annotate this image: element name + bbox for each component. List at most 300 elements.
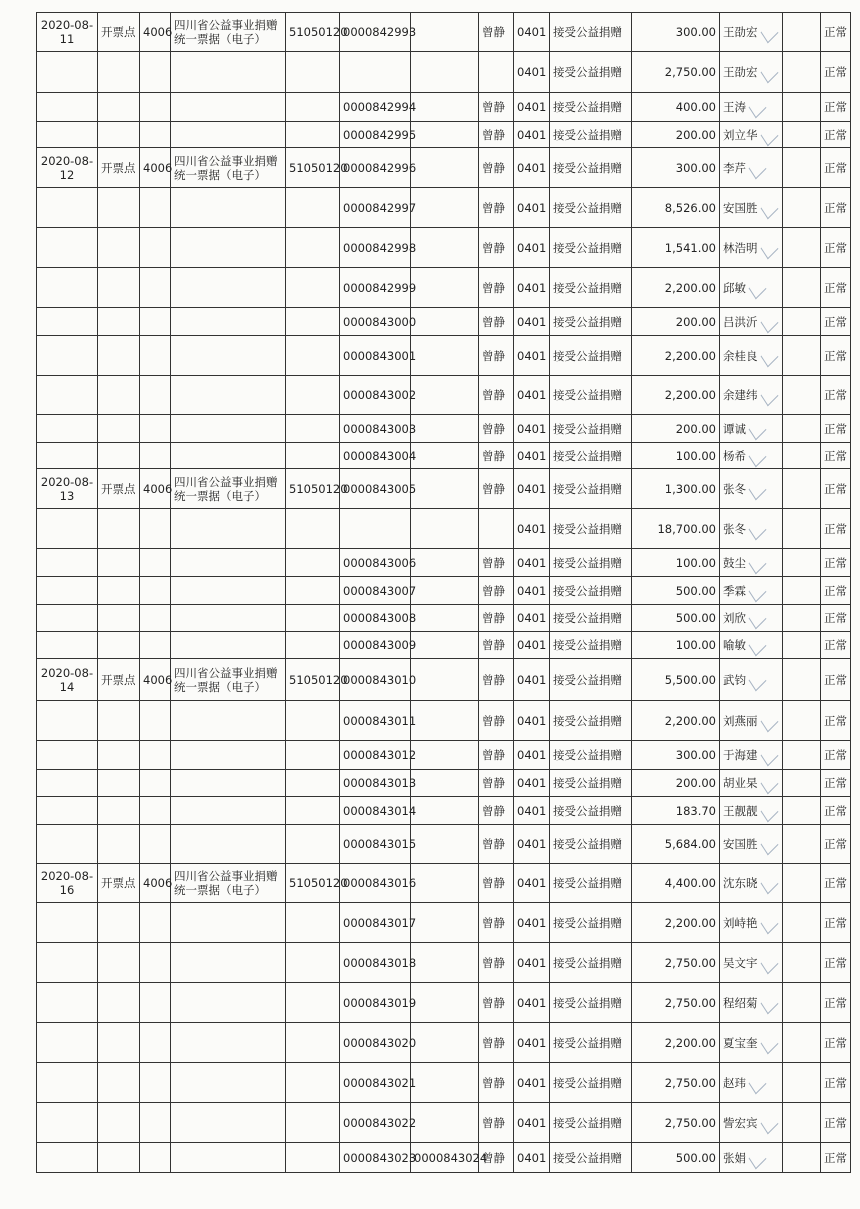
- point-cell: [98, 188, 140, 228]
- point-cell: [98, 1143, 140, 1173]
- checkmark-icon: [749, 478, 767, 500]
- date-cell: [37, 122, 98, 148]
- item-code-cell: [514, 1103, 550, 1143]
- receipt-no-cell: [340, 943, 417, 983]
- description-cell: [550, 770, 632, 797]
- region-cell: [286, 741, 340, 770]
- blank-cell: [783, 770, 821, 797]
- payer-text: 余桂良: [723, 348, 758, 363]
- type-cell: [171, 549, 286, 577]
- status-cell: [821, 825, 851, 864]
- payer-cell: [720, 943, 783, 983]
- region-cell: [286, 188, 340, 228]
- description-text: 接受公益捐赠: [553, 160, 622, 175]
- receipt-no-text: 0000843011: [343, 713, 417, 728]
- payer-cell: [720, 336, 783, 376]
- item-code-text: 0401: [517, 776, 547, 790]
- description-text: 接受公益捐赠: [553, 611, 622, 625]
- amount-cell: [632, 122, 720, 148]
- status-cell: [821, 228, 851, 268]
- receipt-no-cell: [340, 797, 417, 825]
- item-code-text: 0401: [517, 837, 547, 851]
- table-row: [37, 797, 851, 825]
- payer-cell: [720, 903, 783, 943]
- receipt-no-text: 0000843017: [343, 915, 417, 930]
- receipt-no-end-cell: [411, 376, 479, 415]
- table-row: [37, 336, 851, 376]
- amount-text: 100.00: [675, 638, 716, 652]
- payer-cell: [720, 1103, 783, 1143]
- point-text: 开票点: [101, 25, 136, 39]
- amount-text: 200.00: [675, 314, 716, 329]
- amount-cell: [632, 605, 720, 632]
- description-text: 接受公益捐赠: [553, 803, 622, 818]
- table-row: [37, 376, 851, 415]
- blank-cell: [783, 52, 821, 93]
- receipt-no-end-cell: [411, 148, 479, 188]
- point-text: 开票点: [101, 672, 136, 687]
- clerk-cell: [479, 308, 514, 336]
- item-code-text: 0401: [517, 955, 547, 970]
- checkmark-icon: [760, 912, 778, 934]
- type-cell: [171, 122, 286, 148]
- receipt-no-cell: [340, 415, 417, 443]
- point-cell: [98, 443, 140, 469]
- clerk-text: 曾静: [482, 481, 505, 496]
- item-code-cell: [514, 443, 550, 469]
- code-cell: [140, 1143, 171, 1173]
- clerk-text: 曾静: [482, 776, 505, 790]
- description-cell: [550, 983, 632, 1023]
- status-cell: [821, 797, 851, 825]
- payer-cell: [720, 1063, 783, 1103]
- amount-cell: [632, 469, 720, 509]
- description-cell: [550, 415, 632, 443]
- status-text: 正常: [824, 65, 847, 79]
- amount-text: 5,684.00: [664, 837, 716, 851]
- blank-cell: [783, 659, 821, 701]
- receipt-no-cell: [340, 632, 417, 659]
- checkmark-icon: [760, 773, 778, 795]
- amount-cell: [632, 797, 720, 825]
- item-code-text: 0401: [517, 915, 547, 930]
- clerk-cell: [479, 701, 514, 741]
- blank-cell: [783, 443, 821, 469]
- table-row: [37, 308, 851, 336]
- code-cell: [140, 701, 171, 741]
- receipt-no-text: 0000843007: [343, 583, 417, 598]
- type-cell: [171, 509, 286, 549]
- region-cell: [286, 1023, 340, 1063]
- amount-cell: [632, 308, 720, 336]
- status-cell: [821, 93, 851, 122]
- status-cell: [821, 1063, 851, 1103]
- item-code-cell: [514, 983, 550, 1023]
- item-code-text: 0401: [517, 481, 547, 496]
- region-cell: [286, 122, 340, 148]
- item-code-text: 0401: [517, 421, 547, 436]
- table-row: [37, 268, 851, 308]
- table-row: [37, 13, 851, 52]
- description-cell: [550, 864, 632, 903]
- description-text: 接受公益捐赠: [553, 776, 622, 790]
- amount-cell: [632, 864, 720, 903]
- clerk-cell: [479, 797, 514, 825]
- receipt-no-end-cell: [411, 864, 479, 903]
- item-code-cell: [514, 605, 550, 632]
- checkmark-icon: [749, 277, 767, 299]
- point-cell: [98, 577, 140, 605]
- payer-text: 訾宏宾: [723, 1115, 758, 1130]
- region-cell: [286, 336, 340, 376]
- checkmark-icon: [749, 1072, 767, 1094]
- description-cell: [550, 188, 632, 228]
- date-cell: [37, 943, 98, 983]
- receipt-no-end-cell: [411, 943, 479, 983]
- clerk-text: 曾静: [482, 1035, 505, 1050]
- item-code-text: 0401: [517, 713, 547, 728]
- code-cell: [140, 549, 171, 577]
- description-text: 接受公益捐赠: [553, 25, 622, 39]
- clerk-text: 曾静: [482, 876, 505, 890]
- table-row: [37, 903, 851, 943]
- type-cell: [171, 577, 286, 605]
- blank-cell: [783, 376, 821, 415]
- status-cell: [821, 52, 851, 93]
- payer-cell: [720, 632, 783, 659]
- point-cell: [98, 336, 140, 376]
- type-cell: [171, 903, 286, 943]
- receipt-no-text: 0000842995: [343, 127, 417, 142]
- point-cell: [98, 122, 140, 148]
- description-text: 接受公益捐赠: [553, 388, 622, 402]
- receipt-no-text: 0000843000: [343, 314, 417, 329]
- receipt-no-text: 0000843016: [343, 876, 417, 890]
- receipt-no-end-cell: [411, 983, 479, 1023]
- type-text: 四川省公益事业捐赠统一票据（电子）: [174, 665, 278, 694]
- amount-cell: [632, 701, 720, 741]
- point-cell: [98, 770, 140, 797]
- status-cell: [821, 605, 851, 632]
- payer-text: 谭诚: [723, 421, 746, 436]
- checkmark-icon: [760, 873, 778, 895]
- amount-cell: [632, 228, 720, 268]
- receipt-no-cell: [340, 1103, 417, 1143]
- status-cell: [821, 632, 851, 659]
- clerk-cell: [479, 825, 514, 864]
- receipt-no-cell: [340, 659, 417, 701]
- receipt-no-text: 0000843005: [343, 481, 417, 496]
- type-text: 四川省公益事业捐赠统一票据（电子）: [174, 18, 278, 46]
- payer-text: 王涛: [723, 100, 746, 114]
- amount-cell: [632, 549, 720, 577]
- code-cell: [140, 122, 171, 148]
- payer-text: 张冬: [723, 521, 746, 536]
- clerk-text: 曾静: [482, 314, 505, 329]
- item-code-cell: [514, 741, 550, 770]
- receipt-no-end-cell: [411, 509, 479, 549]
- code-cell: [140, 605, 171, 632]
- clerk-cell: [479, 93, 514, 122]
- region-cell: [286, 1063, 340, 1103]
- code-cell: [140, 903, 171, 943]
- clerk-text: 曾静: [482, 995, 505, 1010]
- blank-cell: [783, 188, 821, 228]
- checkmark-icon: [749, 518, 767, 540]
- amount-cell: [632, 577, 720, 605]
- receipt-no-cell: [340, 188, 417, 228]
- item-code-cell: [514, 864, 550, 903]
- receipt-no-end-cell: [411, 701, 479, 741]
- description-text: 接受公益捐赠: [553, 1150, 622, 1165]
- code-cell: [140, 228, 171, 268]
- item-code-cell: [514, 549, 550, 577]
- type-text: 四川省公益事业捐赠统一票据（电子）: [174, 474, 278, 503]
- blank-cell: [783, 415, 821, 443]
- checkmark-icon: [760, 992, 778, 1014]
- code-cell: [140, 741, 171, 770]
- amount-text: 18,700.00: [657, 521, 716, 536]
- status-text: 正常: [824, 876, 847, 890]
- type-cell: [171, 443, 286, 469]
- receipt-no-cell: [340, 903, 417, 943]
- item-code-cell: [514, 228, 550, 268]
- region-text: 51050120: [289, 672, 348, 687]
- receipt-no-cell: [340, 770, 417, 797]
- clerk-cell: [479, 741, 514, 770]
- region-cell: [286, 13, 348, 52]
- blank-cell: [783, 1143, 821, 1173]
- checkmark-icon: [760, 124, 778, 146]
- amount-text: 1,541.00: [664, 240, 716, 255]
- date-cell: [37, 577, 98, 605]
- description-text: 接受公益捐赠: [553, 837, 622, 851]
- amount-cell: [632, 741, 720, 770]
- clerk-cell: [479, 1063, 514, 1103]
- receipt-no-text: 0000843013: [343, 776, 417, 790]
- receipt-no-cell: [340, 549, 417, 577]
- clerk-cell: [479, 443, 514, 469]
- item-code-cell: [514, 701, 550, 741]
- amount-cell: [632, 983, 720, 1023]
- clerk-cell: [479, 148, 514, 188]
- receipt-no-text: 0000843022: [343, 1115, 417, 1130]
- clerk-cell: [479, 943, 514, 983]
- receipt-no-cell: [340, 52, 411, 93]
- amount-cell: [632, 943, 720, 983]
- receipt-no-end-cell: [411, 1063, 479, 1103]
- item-code-text: 0401: [517, 583, 547, 598]
- payer-cell: [720, 1023, 783, 1063]
- payer-cell: [720, 469, 783, 509]
- region-cell: [286, 943, 340, 983]
- status-cell: [821, 469, 851, 509]
- clerk-cell: [479, 336, 514, 376]
- date-cell: [37, 605, 98, 632]
- point-cell: [98, 605, 140, 632]
- status-cell: [821, 443, 851, 469]
- status-text: 正常: [824, 448, 847, 463]
- receipt-no-cell: [340, 93, 417, 122]
- table-row: [37, 632, 851, 659]
- description-cell: [550, 52, 632, 93]
- receipt-no-cell: [340, 1143, 417, 1173]
- description-text: 接受公益捐赠: [553, 100, 622, 114]
- status-text: 正常: [824, 100, 847, 114]
- type-cell: [171, 605, 286, 632]
- amount-cell: [632, 1143, 720, 1173]
- type-cell: [171, 825, 286, 864]
- item-code-text: 0401: [517, 1115, 547, 1130]
- status-text: 正常: [824, 160, 847, 175]
- point-cell: [98, 52, 140, 93]
- amount-text: 500.00: [675, 611, 716, 625]
- code-cell: [140, 268, 171, 308]
- blank-cell: [783, 509, 821, 549]
- checkmark-icon: [760, 952, 778, 974]
- region-cell: [286, 376, 340, 415]
- payer-text: 武钧: [723, 672, 746, 687]
- type-cell: [171, 469, 286, 509]
- payer-cell: [720, 577, 783, 605]
- status-cell: [821, 148, 851, 188]
- table-row: [37, 1103, 851, 1143]
- description-cell: [550, 1023, 632, 1063]
- description-text: 接受公益捐赠: [553, 672, 622, 687]
- payer-cell: [720, 443, 783, 469]
- payer-cell: [720, 1143, 783, 1173]
- amount-cell: [632, 52, 720, 93]
- status-cell: [821, 1023, 851, 1063]
- status-text: 正常: [824, 803, 847, 818]
- item-code-cell: [514, 659, 550, 701]
- status-cell: [821, 549, 851, 577]
- description-cell: [550, 1143, 632, 1173]
- item-code-text: 0401: [517, 280, 547, 295]
- receipt-no-end-text: 0000843024: [414, 1150, 488, 1165]
- table-row: [37, 659, 851, 701]
- amount-text: 2,200.00: [664, 713, 716, 728]
- description-cell: [550, 943, 632, 983]
- checkmark-icon: [760, 800, 778, 822]
- date-cell: [37, 308, 98, 336]
- type-cell: [171, 701, 286, 741]
- receipt-no-text: 0000843002: [343, 388, 417, 402]
- point-text: 开票点: [101, 481, 136, 496]
- receipt-no-text: 0000843021: [343, 1075, 417, 1090]
- description-cell: [550, 549, 632, 577]
- region-cell: [286, 983, 340, 1023]
- amount-text: 2,200.00: [664, 388, 716, 402]
- status-text: 正常: [824, 280, 847, 295]
- table-row: [37, 864, 851, 903]
- checkmark-icon: [749, 1147, 767, 1169]
- clerk-cell: [479, 605, 514, 632]
- blank-cell: [783, 148, 821, 188]
- payer-cell: [720, 188, 783, 228]
- status-text: 正常: [824, 1150, 847, 1165]
- date-cell: [37, 376, 98, 415]
- region-cell: [286, 509, 340, 549]
- blank-cell: [783, 983, 821, 1023]
- status-text: 正常: [824, 127, 847, 142]
- payer-text: 王靓靓: [723, 803, 758, 818]
- status-text: 正常: [824, 995, 847, 1010]
- point-cell: [98, 93, 140, 122]
- type-cell: [171, 770, 286, 797]
- item-code-text: 0401: [517, 160, 547, 175]
- receipt-no-text: 0000842999: [343, 280, 417, 295]
- receipt-no-cell: [340, 336, 417, 376]
- amount-text: 2,750.00: [664, 65, 716, 79]
- description-text: 接受公益捐赠: [553, 348, 622, 363]
- point-cell: [98, 228, 140, 268]
- description-text: 接受公益捐赠: [553, 521, 622, 536]
- type-cell: [171, 376, 286, 415]
- item-code-cell: [514, 93, 550, 122]
- status-text: 正常: [824, 611, 847, 625]
- item-code-text: 0401: [517, 314, 547, 329]
- amount-text: 200.00: [675, 127, 716, 142]
- type-cell: [171, 52, 286, 93]
- item-code-cell: [514, 577, 550, 605]
- point-cell: [98, 659, 140, 701]
- clerk-text: 曾静: [482, 348, 505, 363]
- item-code-cell: [514, 903, 550, 943]
- receipt-no-text: 0000843009: [343, 638, 417, 652]
- status-cell: [821, 983, 851, 1023]
- date-cell: [37, 52, 98, 93]
- item-code-text: 0401: [517, 1075, 547, 1090]
- clerk-cell: [479, 415, 514, 443]
- checkmark-icon: [749, 418, 767, 440]
- checkmark-icon: [760, 834, 778, 856]
- table-row: [37, 983, 851, 1023]
- payer-text: 杨希: [723, 448, 746, 463]
- payer-text: 赵玮: [723, 1075, 746, 1090]
- point-cell: [98, 469, 140, 509]
- checkmark-icon: [749, 552, 767, 574]
- receipt-no-text: 0000843018: [343, 955, 417, 970]
- blank-cell: [783, 549, 821, 577]
- status-cell: [821, 1143, 851, 1173]
- status-cell: [821, 308, 851, 336]
- status-text: 正常: [824, 748, 847, 762]
- table-row: [37, 1023, 851, 1063]
- table-row: [37, 605, 851, 632]
- payer-text: 邱敏: [723, 280, 746, 295]
- code-cell: [140, 770, 171, 797]
- clerk-cell: [479, 268, 514, 308]
- description-text: 接受公益捐赠: [553, 638, 622, 652]
- item-code-cell: [514, 1143, 550, 1173]
- amount-cell: [632, 376, 720, 415]
- payer-cell: [720, 864, 783, 903]
- amount-text: 2,750.00: [664, 955, 716, 970]
- status-text: 正常: [824, 1075, 847, 1090]
- item-code-text: 0401: [517, 521, 547, 536]
- blank-cell: [783, 903, 821, 943]
- item-code-cell: [514, 376, 550, 415]
- code-text: 4006: [143, 25, 173, 39]
- amount-text: 5,500.00: [664, 672, 716, 687]
- description-cell: [550, 13, 632, 52]
- item-code-text: 0401: [517, 127, 547, 142]
- status-text: 正常: [824, 1115, 847, 1130]
- amount-text: 300.00: [675, 160, 716, 175]
- amount-cell: [632, 509, 720, 549]
- status-cell: [821, 770, 851, 797]
